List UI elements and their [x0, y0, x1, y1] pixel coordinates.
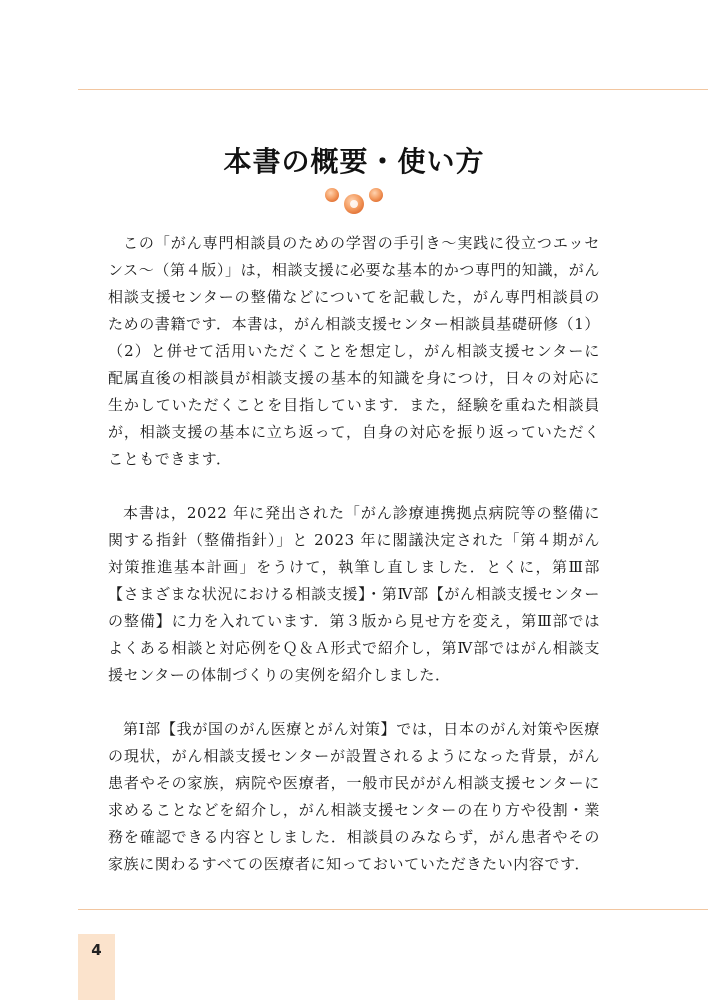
page-title: 本書の概要・使い方: [223, 145, 485, 178]
top-rule: [78, 89, 708, 90]
paragraph-1: この「がん専門相談員のための学習の手引き～実践に役立つエッセンス～（第４版）」は，相談支援に必要な基本的かつ専門的知識，がん相談支援センターの整備などについてを記載した，がん専門相談員のための書籍です．本書は，がん相談支援センター相談員基礎研修（1）（2）と併せて活用いただくことを想定し，がん相談支援センターに配属直後の相談員が相談支援の基本的知識を身につけ，日々の対応に生かしていただくことを目指しています．また，経験を重ねた相談員が，相談支援の基本に立ち返って，自身の対応を振り返っていただくこともできます．: [108, 234, 600, 468]
bottom-rule: [78, 909, 708, 910]
orange-twin-circles-icon: [322, 186, 386, 216]
paragraph-2: 本書は，2022 年に発出された「がん診療連携拠点病院等の整備に関する指針（整備指針）」と 2023 年に閣議決定された「第４期がん対策推進基本計画」をうけて，執筆し直しました．とくに，第Ⅲ部【さまざまな状況における相談支援】・第Ⅳ部【がん相談支援センターの整備】に力を入れています．第３版から見せ方を変え，第Ⅲ部ではよくある相談と対応例をＱ＆Ａ形式で紹介し，第Ⅳ部ではがん相談支援センターの体制づくりの実例を紹介しました．: [108, 504, 600, 684]
body-text: [108, 230, 600, 905]
page-number: 4: [91, 941, 102, 959]
paragraph-3: 第Ⅰ部【我が国のがん医療とがん対策】では，日本のがん対策や医療の現状，がん相談支援センターが設置されるようになった背景，がん患者やその家族，病院や医療者，一般市民ががん相談支援センターに求めることなどを紹介し，がん相談支援センターの在り方や役割・業務を確認できる内容としました．相談員のみならず，がん患者やその家族に関わるすべての医療者に知っておいていただきたい内容です．: [108, 720, 600, 873]
